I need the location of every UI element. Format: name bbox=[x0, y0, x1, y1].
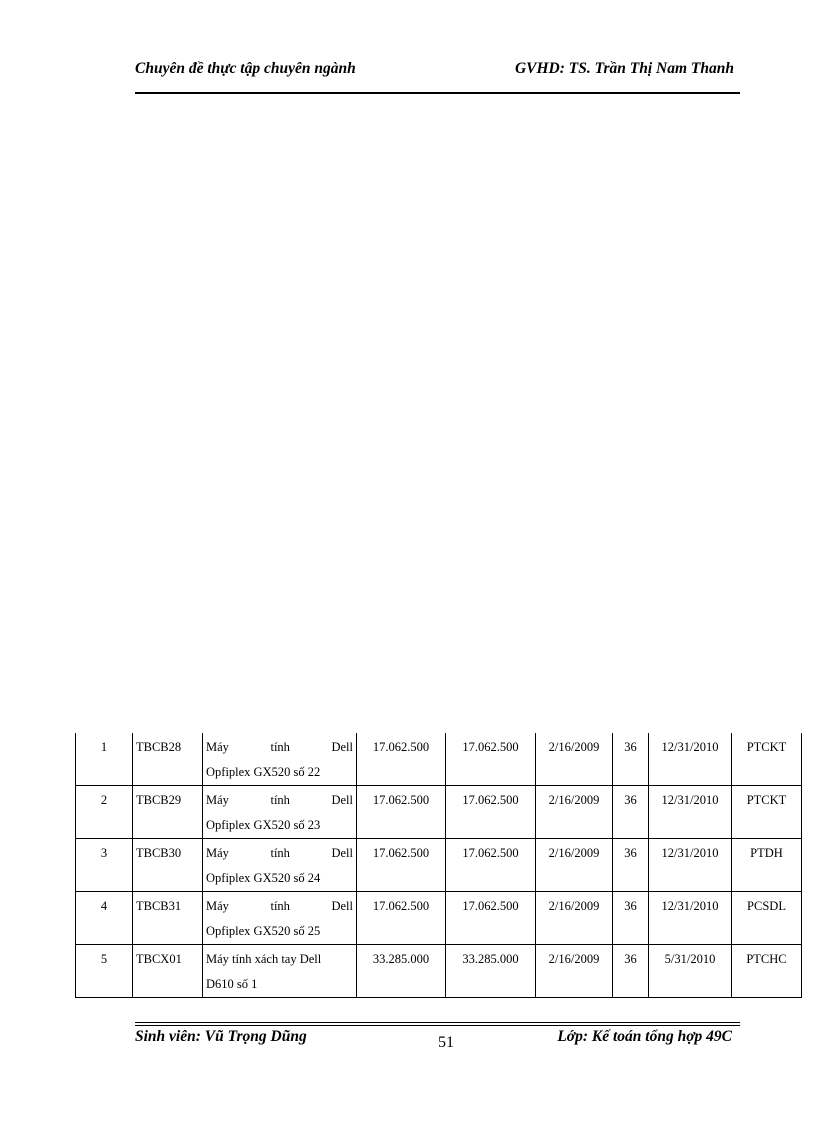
asset-name-word: Dell bbox=[331, 899, 353, 913]
useful-months: 36 bbox=[613, 945, 649, 998]
row-index: 2 bbox=[76, 786, 133, 839]
asset-name-line1 bbox=[206, 894, 353, 919]
asset-name bbox=[203, 839, 357, 892]
depreciable-value: 17.062.500 bbox=[446, 839, 536, 892]
table-row bbox=[76, 945, 802, 998]
depreciable-value: 17.062.500 bbox=[446, 892, 536, 945]
depreciable-value: 17.062.500 bbox=[446, 733, 536, 786]
asset-name bbox=[203, 892, 357, 945]
end-date: 12/31/2010 bbox=[649, 839, 732, 892]
department: PCSDL bbox=[732, 892, 802, 945]
asset-code: TBCB29 bbox=[133, 786, 203, 839]
asset-name-line1 bbox=[206, 947, 353, 972]
header-rule bbox=[135, 92, 740, 94]
footer-rule bbox=[135, 1022, 740, 1023]
asset-name-line1 bbox=[206, 735, 353, 760]
department: PTCKT bbox=[732, 786, 802, 839]
asset-name-word: tính bbox=[270, 899, 290, 913]
start-date: 2/16/2009 bbox=[536, 786, 613, 839]
start-date: 2/16/2009 bbox=[536, 892, 613, 945]
asset-name-line1 bbox=[206, 788, 353, 813]
asset-name-word: Dell bbox=[331, 740, 353, 754]
original-cost: 17.062.500 bbox=[357, 892, 446, 945]
useful-months: 36 bbox=[613, 733, 649, 786]
asset-name bbox=[203, 786, 357, 839]
row-index: 5 bbox=[76, 945, 133, 998]
original-cost: 17.062.500 bbox=[357, 786, 446, 839]
table-row bbox=[76, 786, 802, 839]
useful-months: 36 bbox=[613, 786, 649, 839]
page-number: 51 bbox=[438, 1034, 454, 1051]
asset-name-word: tính bbox=[270, 846, 290, 860]
header-supervisor: GVHD: TS. Trần Thị Nam Thanh bbox=[514, 60, 734, 77]
department: PTCHC bbox=[732, 945, 802, 998]
asset-name-word: Dell bbox=[331, 846, 353, 860]
table-row bbox=[76, 892, 802, 945]
footer-class: Lớp: Kế toán tổng hợp 49C bbox=[557, 1028, 732, 1045]
asset-name-word: Máy bbox=[206, 740, 229, 754]
asset-name-line2: Opfiplex GX520 số 25 bbox=[206, 924, 321, 938]
row-index: 4 bbox=[76, 892, 133, 945]
asset-name bbox=[203, 945, 357, 998]
original-cost: 17.062.500 bbox=[357, 733, 446, 786]
end-date: 12/31/2010 bbox=[649, 786, 732, 839]
asset-name-line2: Opfiplex GX520 số 23 bbox=[206, 818, 321, 832]
footer-student: Sinh viên: Vũ Trọng Dũng bbox=[135, 1028, 307, 1045]
asset-code: TBCB30 bbox=[133, 839, 203, 892]
asset-name-word: Máy bbox=[206, 793, 229, 807]
original-cost: 33.285.000 bbox=[357, 945, 446, 998]
asset-name-word: Máy tính xách tay Dell bbox=[206, 952, 322, 966]
asset-name-line2: Opfiplex GX520 số 24 bbox=[206, 871, 321, 885]
start-date: 2/16/2009 bbox=[536, 733, 613, 786]
asset-name-word: Máy bbox=[206, 846, 229, 860]
start-date: 2/16/2009 bbox=[536, 839, 613, 892]
row-index: 1 bbox=[76, 733, 133, 786]
page-header bbox=[135, 60, 740, 82]
useful-months: 36 bbox=[613, 839, 649, 892]
asset-name-word: tính bbox=[270, 740, 290, 754]
asset-table bbox=[75, 733, 802, 998]
asset-name-word: tính bbox=[270, 793, 290, 807]
asset-code: TBCX01 bbox=[133, 945, 203, 998]
row-index: 3 bbox=[76, 839, 133, 892]
department: PTCKT bbox=[732, 733, 802, 786]
asset-name-word: Máy bbox=[206, 899, 229, 913]
table-row bbox=[76, 839, 802, 892]
asset-name-line2: D610 số 1 bbox=[206, 977, 258, 991]
department: PTDH bbox=[732, 839, 802, 892]
asset-code: TBCB28 bbox=[133, 733, 203, 786]
end-date: 12/31/2010 bbox=[649, 892, 732, 945]
original-cost: 17.062.500 bbox=[357, 839, 446, 892]
asset-name-word: Dell bbox=[331, 793, 353, 807]
useful-months: 36 bbox=[613, 892, 649, 945]
asset-name bbox=[203, 733, 357, 786]
end-date: 12/31/2010 bbox=[649, 733, 732, 786]
asset-name-line1 bbox=[206, 841, 353, 866]
footer-rule-inner bbox=[135, 1025, 740, 1026]
depreciable-value: 33.285.000 bbox=[446, 945, 536, 998]
start-date: 2/16/2009 bbox=[536, 945, 613, 998]
header-topic: Chuyên đề thực tập chuyên ngành bbox=[135, 60, 356, 77]
table-row bbox=[76, 733, 802, 786]
asset-code: TBCB31 bbox=[133, 892, 203, 945]
end-date: 5/31/2010 bbox=[649, 945, 732, 998]
asset-name-line2: Opfiplex GX520 số 22 bbox=[206, 765, 321, 779]
depreciable-value: 17.062.500 bbox=[446, 786, 536, 839]
